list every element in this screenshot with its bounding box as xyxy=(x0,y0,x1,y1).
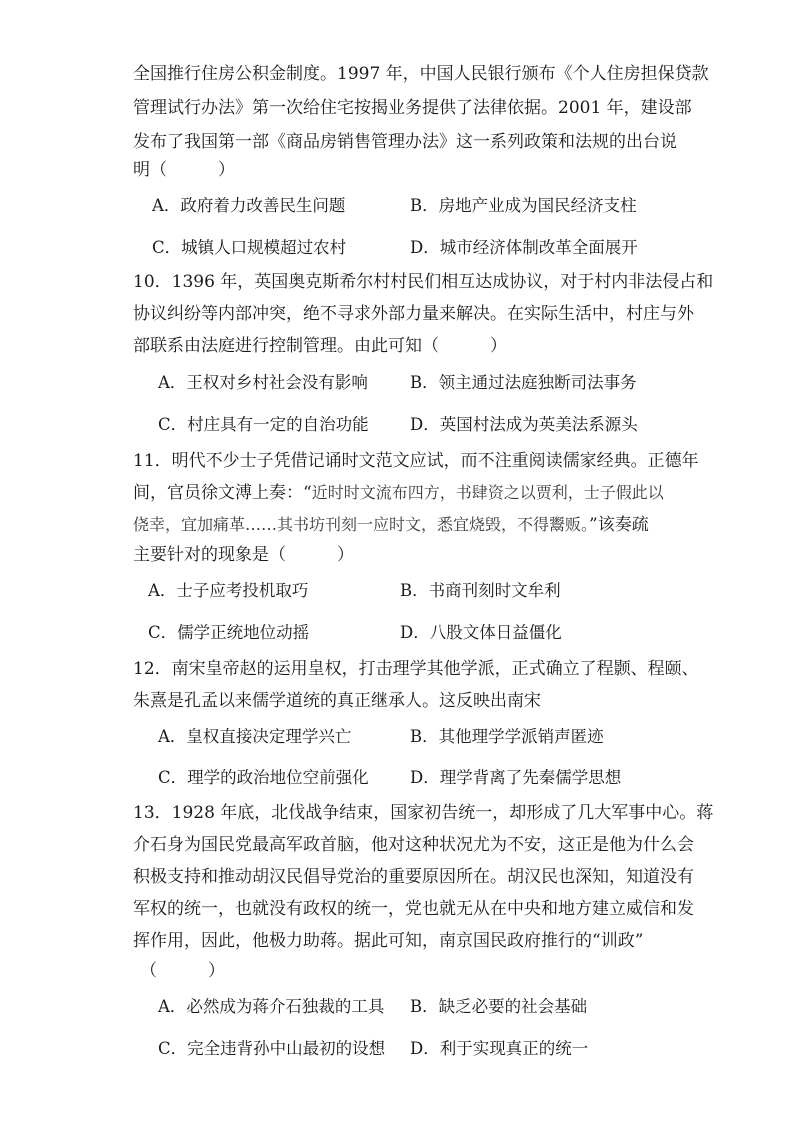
q12-option-d: D．理学背离了先秦儒学思想 xyxy=(410,768,622,787)
q13-text-line: 介石身为国民党最高军政首脑，他对这种状况尤为不安，这正是他为什么会 xyxy=(133,835,694,855)
q12-text-line: 朱熹是孔孟以来儒学道统的真正继承人。这反映出南宋 xyxy=(133,691,541,711)
q13-option-a: A．必然成为蒋介石独裁的工具 xyxy=(158,997,385,1016)
q9-text-line: 明（ ） xyxy=(133,160,235,180)
q11-text-line xyxy=(133,515,693,535)
q13-text-line: 军权的统一，也就没有政权的统一，党也就无从在中央和地方建立威信和发 xyxy=(133,899,694,919)
q13-option-b: B．缺乏必要的社会基础 xyxy=(410,997,588,1016)
q11-quote: 近时时文流布四方，书肆资之以贾利，士子假此以 xyxy=(311,483,664,502)
q10-text-line: 部联系由法庭进行控制管理。由此可知（ ） xyxy=(133,336,507,356)
q13-option-d: D．利于实现真正的统一 xyxy=(410,1039,589,1058)
q11-text-segment: ”该奏疏 xyxy=(589,515,649,535)
q9-text-line: 全国推行住房公积金制度。1997 年，中国人民银行颁布《个人住房担保贷款 xyxy=(133,64,709,84)
q9-option-b: B．房地产业成为国民经济支柱 xyxy=(410,196,637,215)
q11-text-line: 11．明代不少士子凭借记诵时文范文应试，而不注重阅读儒家经典。正德年 xyxy=(133,451,699,471)
q12-option-b: B．其他理学学派销声匿迹 xyxy=(410,727,604,746)
q9-option-d: D．城市经济体制改革全面展开 xyxy=(410,238,638,257)
q11-option-a: A．士子应考投机取巧 xyxy=(148,581,309,600)
q10-option-b: B．领主通过法庭独断司法事务 xyxy=(410,373,637,392)
q12-text-line: 12．南宋皇帝赵的运用皇权，打击理学其他学派，正式确立了程颢、程颐、 xyxy=(133,659,699,679)
q10-text-line: 10．1396 年，英国奥克斯希尔村村民们相互达成协议，对于村内非法侵占和 xyxy=(133,272,714,292)
q11-text-line: 主要针对的现象是（ ） xyxy=(133,545,354,565)
q10-option-d: D．英国村法成为英美法系源头 xyxy=(410,415,638,434)
q13-text-line: 积极支持和推动胡汉民倡导党治的重要原因所在。胡汉民也深知，知道没有 xyxy=(133,867,694,887)
q11-text-segment: 间，官员徐文溥上奏：“ xyxy=(133,483,312,503)
q13-option-c: C．完全违背孙中山最初的设想 xyxy=(158,1039,386,1058)
q9-option-a: A．政府着力改善民生问题 xyxy=(152,196,346,215)
q11-text-line xyxy=(133,483,693,503)
q11-quote: 侥幸，宜加痛革……其书坊刊刻一应时文，悉宜烧毁，不得鬻贩。 xyxy=(133,515,590,534)
q13-text-line: 13．1928 年底，北伐战争结束，国家初告统一，却形成了几大军事中心。蒋 xyxy=(133,803,714,823)
q13-text-line: （ ） xyxy=(140,961,225,981)
q9-text-line: 发布了我国第一部《商品房销售管理办法》这一系列政策和法规的出台说 xyxy=(133,132,677,152)
q11-option-c: C．儒学正统地位动摇 xyxy=(148,623,310,642)
q10-text-line: 协议纠纷等内部冲突，绝不寻求外部力量来解决。在实际生活中，村庄与外 xyxy=(133,304,694,324)
q11-option-d: D．八股文体日益僵化 xyxy=(400,623,562,642)
q12-option-a: A．皇权直接决定理学兴亡 xyxy=(158,727,352,746)
q9-option-c: C．城镇人口规模超过农村 xyxy=(152,238,347,257)
q11-option-b: B．书商刊刻时文牟利 xyxy=(400,581,561,600)
q12-option-c: C．理学的政治地位空前强化 xyxy=(158,768,369,787)
q9-text-line: 管理试行办法》第一次给住宅按揭业务提供了法律依据。2001 年，建设部 xyxy=(133,98,692,118)
q13-text-line: 挥作用，因此，他极力助蒋。据此可知，南京国民政府推行的“训政” xyxy=(133,931,644,951)
q10-option-c: C．村庄具有一定的自治功能 xyxy=(158,415,369,434)
q10-option-a: A．王权对乡村社会没有影响 xyxy=(158,373,368,392)
